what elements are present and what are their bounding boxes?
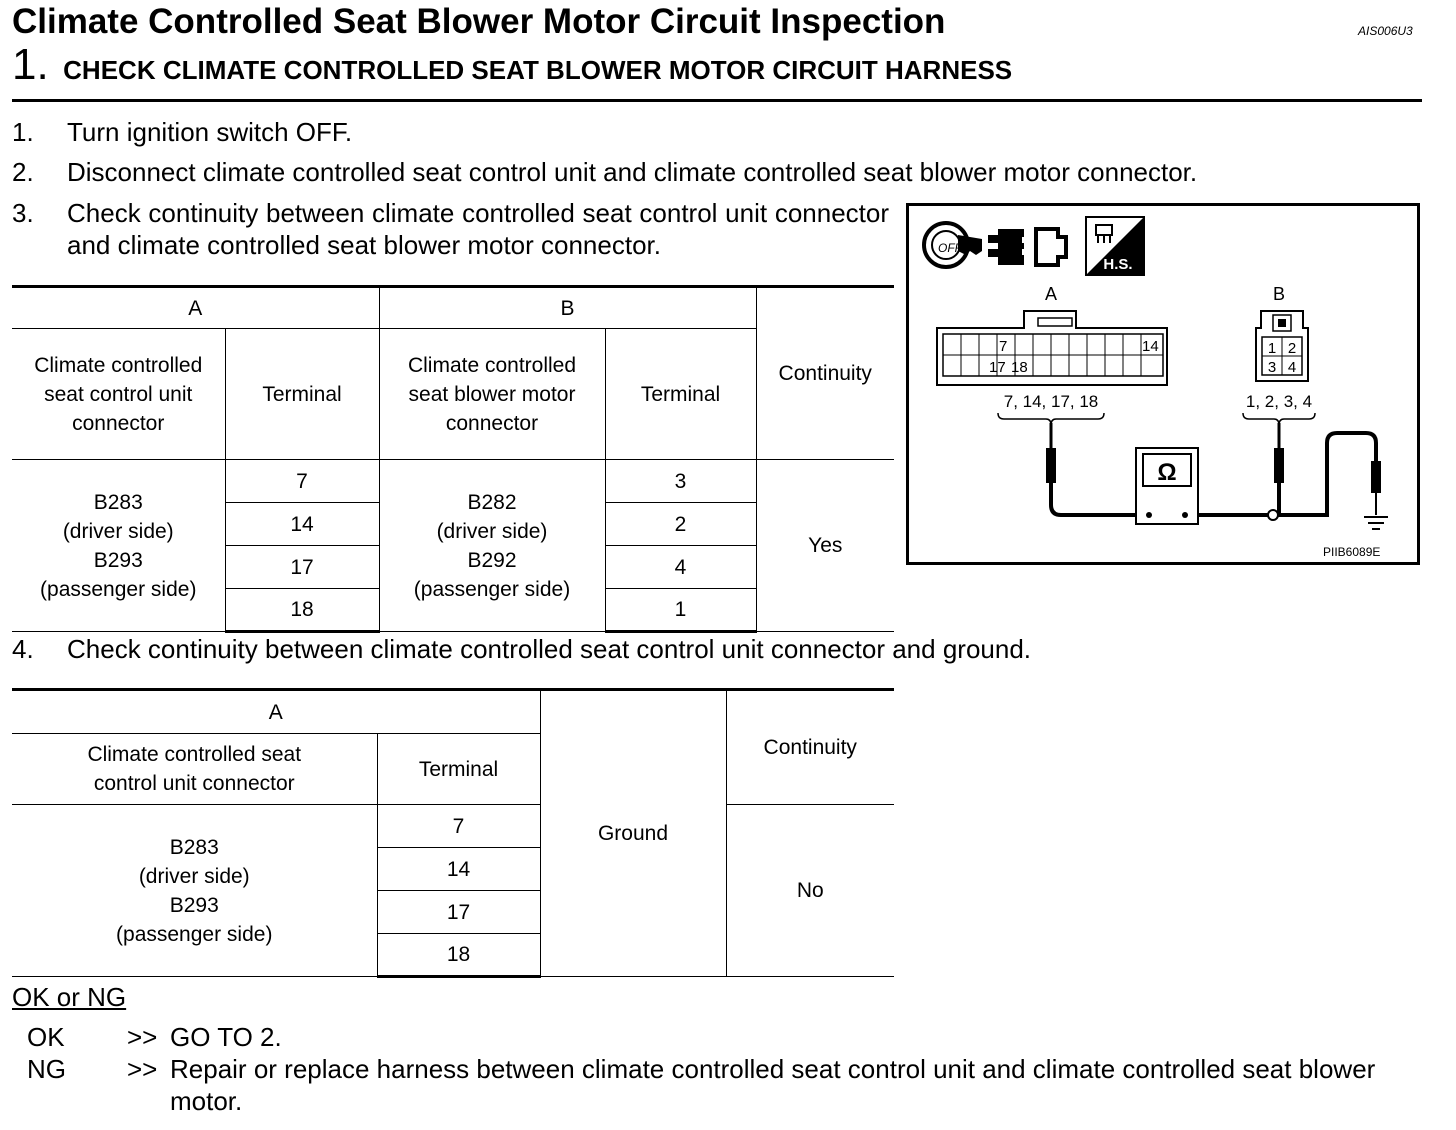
header-rule (12, 99, 1422, 102)
instruction-number: 1. (12, 117, 34, 147)
ng-arrow: >> (127, 1054, 158, 1084)
header-a-terminal: Terminal (225, 329, 379, 460)
ground-cell: Ground (540, 690, 726, 977)
ng-label: NG (27, 1054, 66, 1084)
ng-result-row (27, 1053, 1447, 1117)
connector-side: (driver side) (138, 864, 250, 888)
connector-id: B293 (169, 893, 219, 917)
instruction-1 (12, 116, 1432, 148)
ohmmeter (1136, 448, 1198, 524)
figure-code: PIIB6089E (1323, 545, 1381, 559)
b-connector-cell (379, 460, 605, 632)
pin-label: 18 (1011, 359, 1028, 376)
b-terminal-cell: 4 (605, 546, 756, 589)
pin-label: 4 (1287, 359, 1297, 376)
connector-id: B292 (467, 548, 517, 572)
a-terminal-cell: 7 (225, 460, 379, 503)
step-title: CHECK CLIMATE CONTROLLED SEAT BLOWER MOTOR CIRCUIT HARNESS (63, 55, 1013, 85)
instruction-2 (12, 156, 1432, 188)
connector-a-label: A (1044, 284, 1058, 304)
a-terminal-cell: 14 (225, 503, 379, 546)
a-connector-cell (12, 460, 225, 632)
a-connector-cell (12, 805, 377, 977)
hs-text: H.S. (1103, 256, 1133, 273)
a-terminal-cell: 18 (377, 934, 540, 977)
header-a-terminal: Terminal (377, 734, 540, 805)
header-group-a: A (12, 287, 379, 329)
pin-label: 7 (999, 338, 1008, 355)
instruction-number: 3. (12, 198, 34, 228)
document-code: AIS006U3 (1358, 24, 1413, 38)
ok-action: GO TO 2. (170, 1022, 282, 1052)
a-terminal-cell: 17 (225, 546, 379, 589)
continuity-cell: No (726, 805, 894, 977)
instruction-number: 2. (12, 157, 34, 187)
ok-result-row (27, 1021, 1447, 1053)
instruction-text: Check continuity between climate controlled seat control unit connector and ground. (67, 634, 1032, 664)
pin-label: 14 (1142, 338, 1159, 355)
pin-label: 3 (1267, 359, 1277, 376)
header-group-a: A (12, 690, 540, 734)
page-title: Climate Controlled Seat Blower Motor Circuit Inspection (12, 2, 946, 41)
ng-action: Repair or replace harness between climate controlled seat control unit and climate controlled seat blower motor. (170, 1054, 1376, 1116)
step-number: 1. (12, 40, 49, 89)
b-terminal-cell: 1 (605, 589, 756, 632)
connector-b-terminals: 1, 2, 3, 4 (1245, 392, 1313, 411)
header-continuity: Continuity (726, 690, 894, 805)
a-terminal-cell: 17 (377, 891, 540, 934)
ok-ng-heading: OK or NG (12, 982, 127, 1012)
connector-a-terminals: 7, 14, 17, 18 (1003, 392, 1099, 411)
b-terminal-cell: 3 (605, 460, 756, 503)
connector-side: (passenger side) (116, 922, 273, 946)
ohm-icon: Ω (1157, 459, 1177, 486)
instruction-text: Disconnect climate controlled seat control unit and climate controlled seat blower motor connector. (67, 157, 1198, 187)
header-continuity: Continuity (756, 287, 894, 460)
connector-b-face (1256, 311, 1308, 381)
connector-b-label: B (1272, 284, 1286, 304)
connector-id: B293 (93, 548, 143, 572)
a-terminal-cell: 7 (377, 805, 540, 848)
a-terminal-cell: 18 (225, 589, 379, 632)
ok-label: OK (27, 1022, 65, 1052)
instruction-3 (12, 197, 892, 261)
header-group-b: B (379, 287, 756, 329)
header-b-connector: Climate controlled seat blower motor connector (379, 329, 605, 460)
pin-label: 1 (1267, 340, 1277, 357)
instruction-4 (12, 633, 1432, 665)
continuity-cell: Yes (756, 460, 894, 632)
connector-side: (driver side) (436, 519, 548, 543)
connector-id: B283 (169, 835, 219, 859)
pin-label: 2 (1287, 340, 1297, 357)
pin-label: 17 (989, 359, 1006, 376)
continuity-table-connectors (12, 285, 894, 633)
off-text: OFF (938, 241, 962, 255)
step-heading (12, 40, 1012, 90)
instruction-number: 4. (12, 634, 34, 664)
harness-hs-icon (1086, 217, 1144, 275)
connector-side: (passenger side) (40, 577, 197, 601)
instruction-text: Check continuity between climate controlled seat control unit connector and climate controlled seat blower motor connector. (67, 198, 889, 260)
junction-dot (1268, 510, 1278, 520)
continuity-table-ground (12, 688, 894, 978)
instruction-text: Turn ignition switch OFF. (67, 117, 353, 147)
header-a-connector: Climate controlled seat control unit connector (12, 734, 377, 805)
header-b-terminal: Terminal (605, 329, 756, 460)
connector-id: B282 (467, 490, 517, 514)
a-terminal-cell: 14 (377, 848, 540, 891)
b-terminal-cell: 2 (605, 503, 756, 546)
header-a-connector: Climate controlled seat control unit connector (12, 329, 225, 460)
connector-side: (driver side) (62, 519, 174, 543)
connector-diagram (906, 203, 1420, 565)
connector-id: B283 (93, 490, 143, 514)
ok-arrow: >> (127, 1022, 158, 1052)
connector-side: (passenger side) (413, 577, 571, 601)
